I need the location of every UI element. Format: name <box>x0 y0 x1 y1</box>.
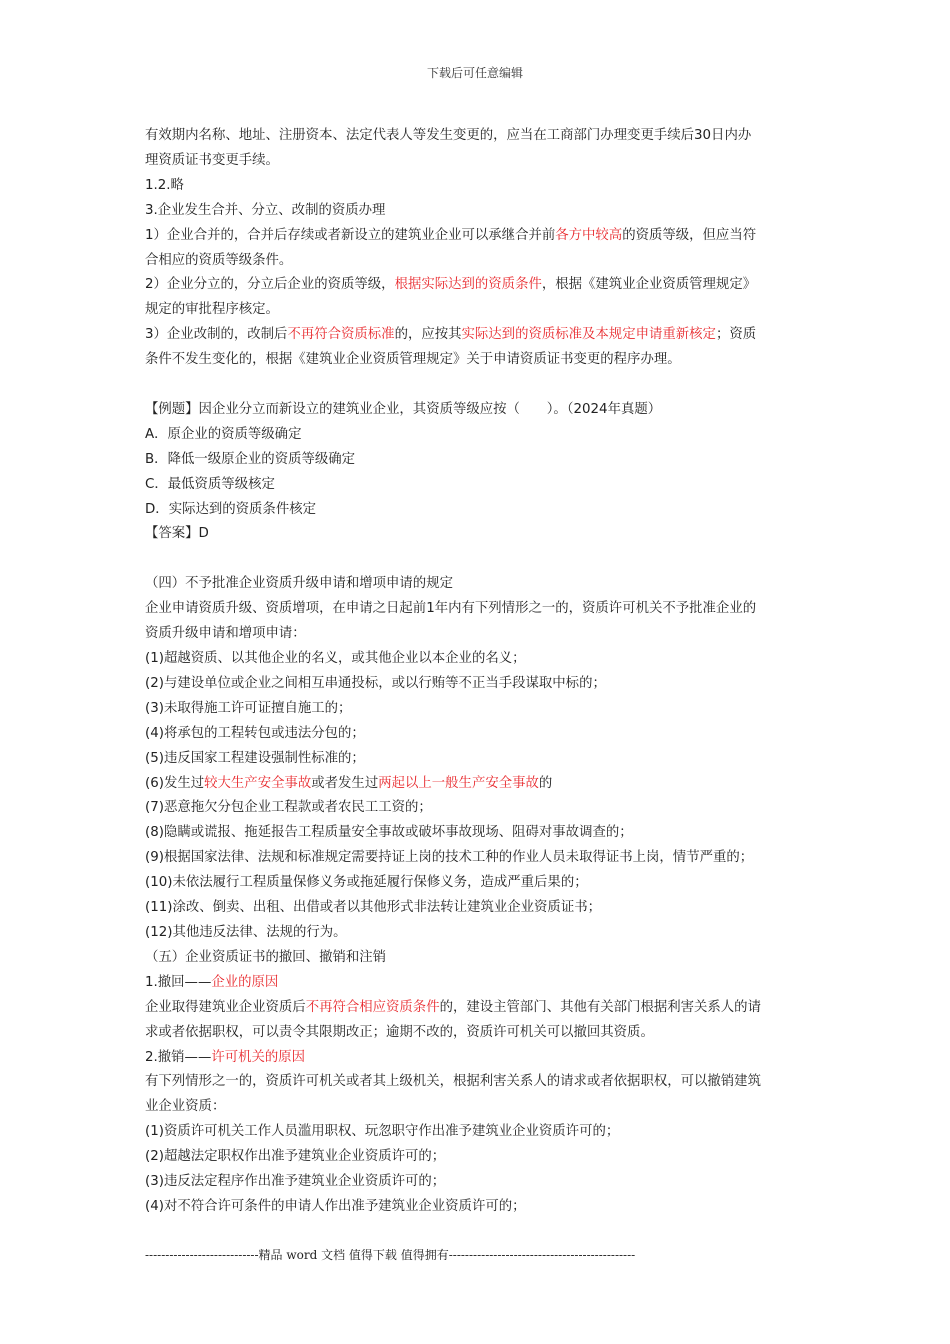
paragraph-line <box>145 971 810 996</box>
text-segment: 3）企业改制的，改制后 <box>145 327 288 343</box>
text-segment: 有下列情形之一的，资质许可机关或者其上级机关，根据利害关系人的请求或者依据职权，可以撤销建筑 <box>145 1074 761 1090</box>
text-segment: (4)将承包的工程转包或违法分包的； <box>145 725 365 741</box>
paragraph-line <box>145 423 810 448</box>
text-segment: （五）企业资质证书的撤回、撤销和注销 <box>145 949 387 965</box>
paragraph-line <box>145 124 810 149</box>
paragraph-line <box>145 572 810 597</box>
paragraph-line <box>145 1145 810 1170</box>
text-segment: B．降低一级原企业的资质等级确定 <box>145 451 356 467</box>
text-segment: 1.撤回—— <box>145 974 212 990</box>
text-segment: 条件不发生变化的，根据《建筑业企业资质管理规定》关于申请资质证书变更的程序办理。 <box>145 352 681 368</box>
paragraph-line <box>145 1095 810 1120</box>
text-segment: (5)违反国家工程建设强制性标准的； <box>145 750 365 766</box>
highlighted-text: 较大生产安全事故 <box>204 775 312 791</box>
text-segment: 企业取得建筑业企业资质后 <box>145 999 306 1015</box>
text-segment: 2）企业分立的，分立后企业的资质等级， <box>145 277 395 293</box>
page-header: 下载后可任意编辑 <box>426 66 523 80</box>
text-segment: (9)根据国家法律、法规和标准规定需要持证上岗的技术工种的作业人员未取得证书上岗，情节严重的； <box>145 850 754 866</box>
text-segment: A．原企业的资质等级确定 <box>145 426 302 442</box>
text-segment: (12)其他违反法律、法规的行为。 <box>145 924 347 940</box>
paragraph-line <box>145 772 810 797</box>
text-segment: (6)发生过 <box>145 775 205 791</box>
text-segment: 求或者依据职权，可以责令其限期改正；逾期不改的，资质许可机关可以撤回其资质。 <box>145 1024 654 1040</box>
paragraph-line <box>145 498 810 523</box>
text-segment: (2)与建设单位或企业之间相互串通投标，或以行贿等不正当手段谋取中标的； <box>145 675 606 691</box>
paragraph-line <box>145 821 810 846</box>
text-segment: 合相应的资质等级条件。 <box>145 252 293 268</box>
text-segment: (2)超越法定职权作出准予建筑业企业资质许可的； <box>145 1149 446 1165</box>
text-segment: (10)未依法履行工程质量保修义务或拖延履行保修义务，造成严重后果的； <box>145 875 588 891</box>
text-segment: D．实际达到的资质条件核定 <box>145 501 316 517</box>
text-segment: (4)对不符合许可条件的申请人作出准予建筑业企业资质许可的； <box>145 1198 526 1214</box>
paragraph-line <box>145 174 810 199</box>
paragraph-line <box>145 273 810 298</box>
text-segment: (1)超越资质、以其他企业的名义，或其他企业以本企业的名义； <box>145 651 526 666</box>
blank-line <box>145 547 810 572</box>
paragraph-line <box>145 697 810 722</box>
paragraph-line <box>145 473 810 498</box>
paragraph-line <box>145 1120 810 1145</box>
text-segment: (8)隐瞒或谎报、拖延报告工程质量安全事故或破坏事故现场、阻碍对事故调查的； <box>145 825 633 841</box>
blank-line <box>145 373 810 398</box>
paragraph-line <box>145 298 810 323</box>
text-segment: C．最低资质等级核定 <box>145 476 275 492</box>
text-segment: 【例题】因企业分立而新设立的建筑业企业，其资质等级应按（ ）。（2024年真题） <box>145 401 662 417</box>
paragraph-line <box>145 896 810 921</box>
paragraph-line <box>145 323 810 348</box>
paragraph-line <box>145 1070 810 1095</box>
text-segment: 资质升级申请和增项申请： <box>145 626 306 642</box>
text-segment: 的资质等级，但应当符 <box>622 227 757 243</box>
text-segment: 或者发生过 <box>311 775 379 791</box>
text-segment: 【答案】D <box>145 526 209 542</box>
text-segment: ；资质 <box>715 327 757 343</box>
text-segment: 规定的审批程序核定。 <box>145 302 279 318</box>
text-segment: （四）不予批准企业资质升级申请和增项申请的规定 <box>145 576 453 592</box>
paragraph-line <box>145 622 810 647</box>
highlighted-text: 企业的原因 <box>211 974 279 990</box>
text-segment: 3.企业发生合并、分立、改制的资质办理 <box>145 202 386 218</box>
text-segment: 1.2.略 <box>145 177 184 193</box>
text-segment: 的 <box>538 775 553 791</box>
paragraph-line <box>145 946 810 971</box>
highlighted-text: 各方中较高 <box>555 227 623 243</box>
paragraph-line <box>145 747 810 772</box>
paragraph-line <box>145 249 810 274</box>
paragraph-line <box>145 1170 810 1195</box>
text-segment: 企业申请资质升级、资质增项，在申请之日起前1年内有下列情形之一的，资质许可机关不予批准企业的 <box>145 601 757 617</box>
paragraph-line <box>145 672 810 697</box>
paragraph-line <box>145 398 810 423</box>
paragraph-line <box>145 522 810 547</box>
text-segment: 业企业资质： <box>145 1099 226 1115</box>
paragraph-line <box>145 722 810 747</box>
paragraph-line <box>145 1021 810 1046</box>
paragraph-line <box>145 1195 810 1220</box>
paragraph-line <box>145 921 810 946</box>
paragraph-line <box>145 149 810 174</box>
paragraph-line <box>145 871 810 896</box>
paragraph-line <box>145 846 810 871</box>
paragraph-line <box>145 448 810 473</box>
highlighted-text: 两起以上一般生产安全事故 <box>378 775 539 791</box>
text-segment: 的，应按其 <box>394 327 462 343</box>
paragraph-line <box>145 796 810 821</box>
highlighted-text: 根据实际达到的资质条件 <box>394 277 542 293</box>
text-segment: 有效期内名称、地址、注册资本、法定代表人等发生变更的，应当在工商部门办理变更手续后30日内办 <box>145 128 752 143</box>
text-segment: (11)涂改、倒卖、出租、出借或者以其他形式非法转让建筑业企业资质证书； <box>145 900 601 916</box>
highlighted-text: 许可机关的原因 <box>211 1049 306 1065</box>
paragraph-line <box>145 1046 810 1071</box>
paragraph-line <box>145 996 810 1021</box>
text-segment: ，根据《建筑业企业资质管理规定》 <box>541 277 757 293</box>
paragraph-line <box>145 647 810 672</box>
highlighted-text: 不再符合相应资质条件 <box>305 999 440 1015</box>
text-segment: 2.撤销—— <box>145 1049 212 1065</box>
paragraph-line <box>145 597 810 622</box>
paragraph-line <box>145 224 810 249</box>
text-segment: 理资质证书变更手续。 <box>145 152 279 168</box>
page-footer: ----------------------------精品 word 文档 值得下载 值得拥有---------------------------------------------- <box>145 1248 636 1262</box>
paragraph-line <box>145 199 810 224</box>
text-segment: (7)恶意拖欠分包企业工程款或者农民工工资的； <box>145 800 432 816</box>
highlighted-text: 不再符合资质标准 <box>287 327 395 343</box>
text-segment: 1）企业合并的，合并后存续或者新设立的建筑业企业可以承继合并前 <box>145 227 556 243</box>
text-segment: 的，建设主管部门、其他有关部门根据利害关系人的请 <box>439 999 761 1015</box>
document-body <box>145 124 810 1220</box>
text-segment: (3)未取得施工许可证擅自施工的； <box>145 700 352 716</box>
text-segment: (1)资质许可机关工作人员滥用职权、玩忽职守作出准予建筑业企业资质许可的； <box>145 1124 620 1140</box>
paragraph-line <box>145 348 810 373</box>
highlighted-text: 实际达到的资质标准及本规定申请重新核定 <box>461 327 716 343</box>
text-segment: (3)违反法定程序作出准予建筑业企业资质许可的； <box>145 1174 446 1190</box>
